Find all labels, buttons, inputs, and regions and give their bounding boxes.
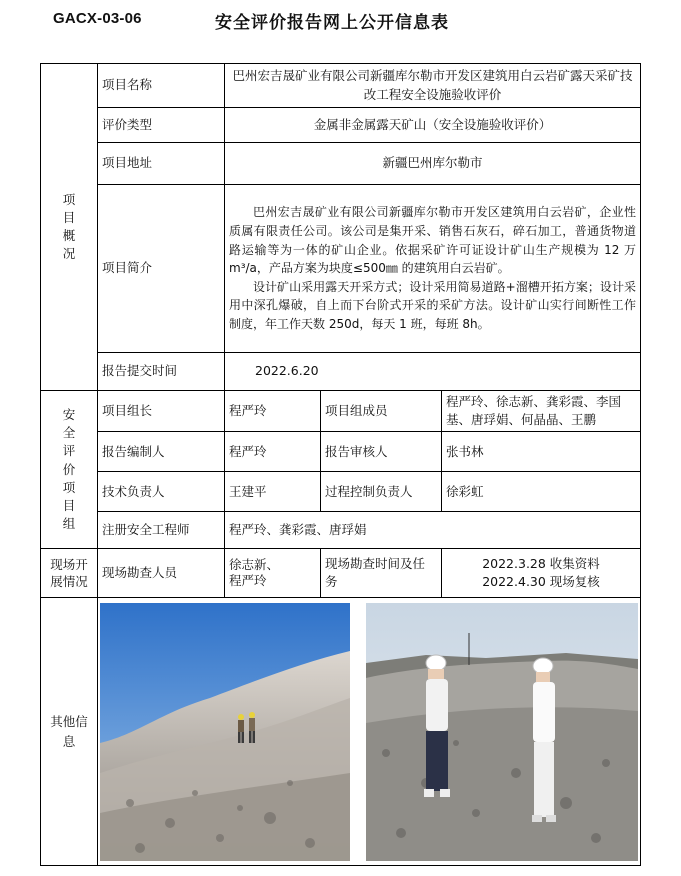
- address: 新疆巴州库尔勒市: [225, 143, 641, 185]
- doc-title: 安全评价报告网上公开信息表: [215, 13, 449, 33]
- info-table: [40, 63, 641, 866]
- field-staff: 徐志新、 程严玲: [225, 549, 321, 598]
- project-name-label: 项目名称: [98, 64, 225, 108]
- time-label: 现场勘查时间及任务: [321, 549, 442, 598]
- doc-code: GACX-03-06: [53, 10, 142, 27]
- engineers-label: 注册安全工程师: [98, 512, 225, 549]
- tech: 王建平: [225, 472, 321, 512]
- leader: 程严玲: [225, 391, 321, 432]
- other-section-label: 其他信 息: [41, 598, 98, 866]
- eval-type-label: 评价类型: [98, 108, 225, 143]
- site-photo-inspection: [366, 603, 638, 861]
- intro-paragraph: 巴州宏吉晟矿业有限公司新疆库尔勒市开发区建筑用白云岩矿，企业性质属有限责任公司。该公司是集开采、销售石灰石，碎石加工，普通货物道路运输等为一体的矿山企业。依据采矿许可证设计矿山生产规模为 12 万 m³/a，产品方案为块度≤500㎜ 的建筑用白云岩矿。: [229, 205, 636, 276]
- project-name: 巴州宏吉晟矿业有限公司新疆库尔勒市开发区建筑用白云岩矿露天采矿技改工程安全设施验收评价: [225, 64, 641, 108]
- reviewer-label: 报告审核人: [321, 432, 442, 472]
- tech-label: 技术负责人: [98, 472, 225, 512]
- field-section-label: 现场开 展情况: [41, 549, 98, 598]
- field-tasks: 2022.3.28 收集资料 2022.4.30 现场复核: [442, 549, 641, 598]
- team-section-label: 安 全 评 价 项 目 组: [41, 391, 98, 549]
- inspector-figure: [532, 658, 556, 822]
- engineers: 程严玲、龚彩霞、唐琈娟: [225, 512, 641, 549]
- leader-label: 项目组长: [98, 391, 225, 432]
- overview-section-label: 项 目 概 况: [41, 64, 98, 391]
- submit-date: 2022.6.20: [225, 353, 641, 391]
- members-label: 项目组成员: [321, 391, 442, 432]
- site-photo-slope: [100, 603, 350, 861]
- members: 程严玲、徐志新、龚彩霞、李国基、唐琈娟、何晶晶、王鹏: [442, 391, 641, 432]
- editor-label: 报告编制人: [98, 432, 225, 472]
- submit-label: 报告提交时间: [98, 353, 225, 391]
- staff-label: 现场勘查人员: [98, 549, 225, 598]
- photo-area: [98, 598, 641, 866]
- address-label: 项目地址: [98, 143, 225, 185]
- editor: 程严玲: [225, 432, 321, 472]
- project-intro: [225, 185, 641, 353]
- eval-type: 金属非金属露天矿山（安全设施验收评价）: [225, 108, 641, 143]
- process-label: 过程控制负责人: [321, 472, 442, 512]
- intro-label: 项目简介: [98, 185, 225, 353]
- reviewer: 张书林: [442, 432, 641, 472]
- intro-paragraph: 设计矿山采用露天开采方式；设计采用简易道路+溜槽开拓方案；设计采用中深孔爆破，自上而下台阶式开采的采矿方法。设计矿山实行间断性工作制度，年工作天数 250d，每天 1 班，每班 8h。: [229, 279, 636, 331]
- process: 徐彩虹: [442, 472, 641, 512]
